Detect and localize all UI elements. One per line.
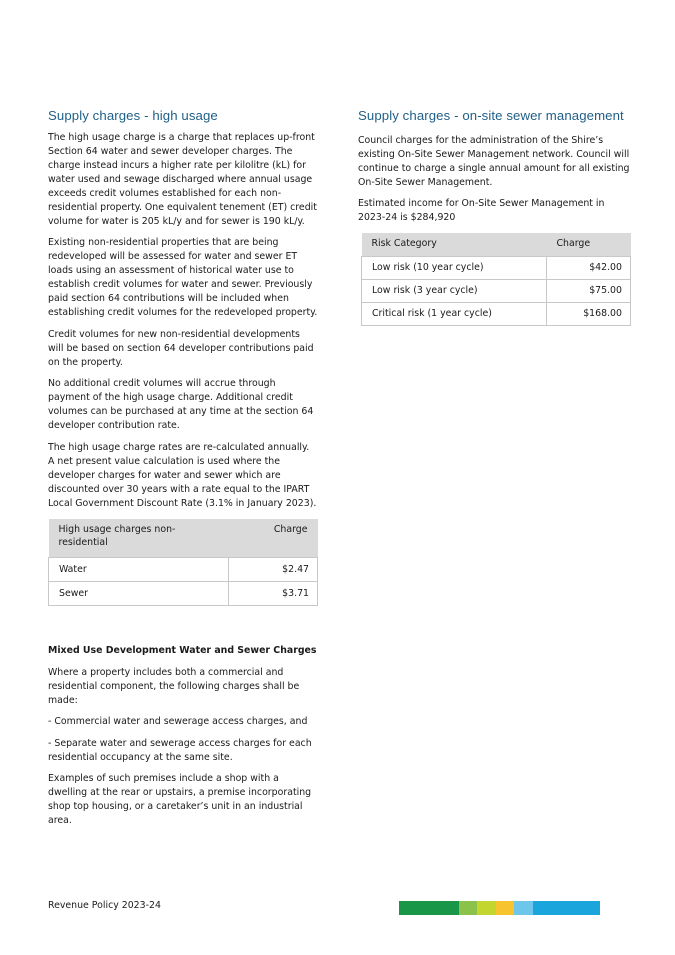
mixed-use-heading: Mixed Use Development Water and Sewer Charges — [48, 644, 317, 656]
color-segment — [533, 901, 600, 915]
table-cell: $168.00 — [547, 302, 631, 325]
paragraph: Where a property includes both a commercial and residential component, the following charges shall be made: — [48, 666, 300, 706]
paragraph: The high usage charge rates are re-calculated annually. A net present value calculation is used where the developer charges for water and sewer which are discounted over 30 years with a rate equal to the IPART Local Government Discount Rate (3.1% in January 2023). — [48, 441, 317, 509]
paragraph: - Separate water and sewerage access charges for each residential occupancy at the same site. — [48, 737, 312, 763]
color-segment — [514, 901, 533, 915]
table-row — [362, 302, 631, 325]
table-row — [362, 279, 631, 302]
table-row — [49, 557, 318, 581]
table-header-row — [49, 519, 318, 558]
table-cell: $42.00 — [547, 256, 631, 279]
paragraph: Credit volumes for new non-residential developments will be based on section 64 developer contributions paid on the property. — [48, 328, 314, 368]
paragraph: Council charges for the administration of the Shire’s existing On-Site Sewer Management network. Council will continue to charge a single annual amount for all existing On-Site Sewer Management. — [358, 134, 630, 188]
left-column — [48, 108, 318, 836]
table-cell: Critical risk (1 year cycle) — [362, 302, 547, 325]
paragraph: Examples of such premises include a shop with a dwelling at the rear or upstairs, a premise incorporating shop top housing, or a caretaker’s unit in an industrial area. — [48, 773, 312, 826]
paragraph: No additional credit volumes will accrue through payment of the high usage charge. Additional credit volumes can be purchased at any time at the section 64 developer contribution rate. — [48, 378, 314, 431]
table-cell: $75.00 — [547, 279, 631, 302]
paragraph: Existing non-residential properties that are being redeveloped will be assessed for water and sewer ET loads using an assessment of historical water use to establish credit volumes for water and sewer. Previously paid section 64 contributions will be included when establishing credit volumes for the redeveloped property. — [48, 237, 318, 318]
on-site-sewer-heading: Supply charges - on-site sewer management — [358, 108, 624, 123]
table-cell: Water — [49, 557, 229, 581]
high-usage-heading: Supply charges - high usage — [48, 108, 218, 123]
color-segment — [496, 901, 514, 915]
high-usage-charges-table — [48, 519, 318, 606]
color-segment — [459, 901, 477, 915]
risk-category-table — [361, 233, 631, 326]
color-segment — [399, 901, 459, 915]
table-cell: Sewer — [49, 581, 229, 605]
table-cell: Low risk (3 year cycle) — [362, 279, 547, 302]
table-row — [49, 581, 318, 605]
paragraph: The high usage charge is a charge that replaces up-front Section 64 water and sewer developer charges. The charge instead incurs a higher rate per kilolitre (kL) for water used and sewage discharged where annual usage exceeds credit volumes established for each non-residential property. One equivalent tenement (ET) credit volume for water is 205 kL/y and for sewer is 190 kL/y. — [48, 131, 317, 227]
table-cell: $3.71 — [229, 581, 318, 605]
column-header: Charge — [229, 519, 318, 558]
table-header-row — [362, 233, 631, 257]
paragraph: - Commercial water and sewerage access charges, and — [48, 716, 308, 727]
table-cell: $2.47 — [229, 557, 318, 581]
footer-title: Revenue Policy 2023-24 — [48, 900, 161, 911]
right-column — [358, 108, 631, 326]
table-row — [362, 256, 631, 279]
color-segment — [477, 901, 496, 915]
paragraph: Estimated income for On-Site Sewer Management in 2023-24 is $284,920 — [358, 198, 605, 223]
column-header: Charge — [547, 233, 631, 257]
column-header: Risk Category — [362, 233, 547, 257]
column-header: High usage charges non-residential — [49, 519, 229, 558]
footer-color-bar — [399, 901, 600, 915]
table-cell: Low risk (10 year cycle) — [362, 256, 547, 279]
